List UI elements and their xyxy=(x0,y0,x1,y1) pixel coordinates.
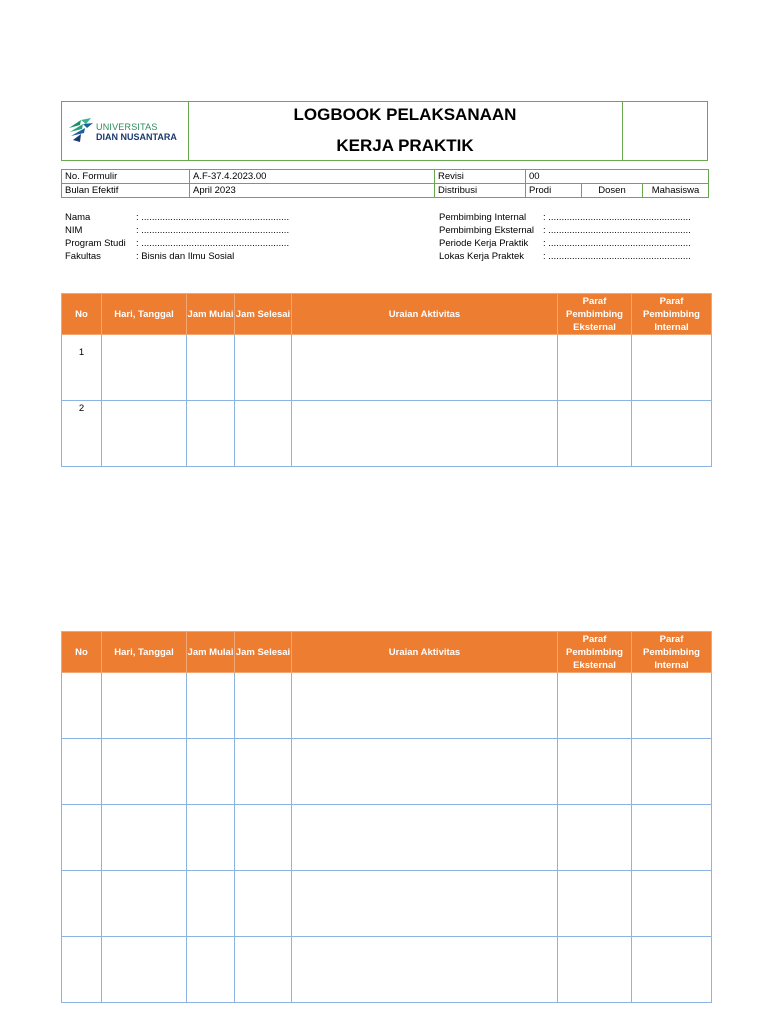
identity-field-fakultas xyxy=(65,250,289,263)
title-cell xyxy=(188,102,623,160)
cell-paraf-eksternal[interactable] xyxy=(558,401,632,467)
log-table-header xyxy=(62,632,712,673)
cell-jam-mulai[interactable] xyxy=(187,739,235,805)
field-value: : ........................................................ xyxy=(136,238,290,249)
col-jam-selesai: Jam Selesai xyxy=(235,632,292,673)
col-no: No xyxy=(62,632,102,673)
revisi-value: 00 xyxy=(526,170,709,184)
table-row xyxy=(62,401,712,467)
distribusi-dosen: Dosen xyxy=(582,184,643,198)
bulan-value: April 2023 xyxy=(190,184,435,198)
cell-jam-mulai[interactable] xyxy=(187,673,235,739)
log-table-2 xyxy=(61,631,712,1003)
cell-paraf-internal[interactable] xyxy=(632,335,712,401)
identity-field-nama xyxy=(65,211,289,224)
col-no: No xyxy=(62,294,102,335)
row-number: 1 xyxy=(62,335,102,401)
col-paraf-eksternal: Paraf Pembimbing Eksternal xyxy=(558,632,632,673)
field-label: NIM xyxy=(65,225,83,236)
logo-cell xyxy=(62,102,189,160)
blank-cell xyxy=(622,102,707,160)
cell-jam-selesai[interactable] xyxy=(235,871,292,937)
col-jam-mulai: Jam Mulai xyxy=(187,632,235,673)
document-header xyxy=(61,101,708,161)
table-row xyxy=(62,805,712,871)
field-value: : ...................................................... xyxy=(543,238,691,249)
cell-paraf-internal[interactable] xyxy=(632,739,712,805)
identity-left xyxy=(65,211,289,263)
cell-jam-selesai[interactable] xyxy=(235,335,292,401)
identity-field-periode xyxy=(439,237,691,250)
cell-hari-tanggal[interactable] xyxy=(102,401,187,467)
title-line-1: LOGBOOK PELAKSANAAN xyxy=(293,105,517,124)
cell-uraian[interactable] xyxy=(292,335,558,401)
form-info-table xyxy=(61,169,709,198)
field-value: : ........................................................ xyxy=(136,212,290,223)
field-label: Fakultas xyxy=(65,251,101,262)
col-paraf-internal: Paraf Pembimbing Internal xyxy=(632,632,712,673)
cell-paraf-eksternal[interactable] xyxy=(558,805,632,871)
field-label: Program Studi xyxy=(65,238,126,249)
row-number xyxy=(62,805,102,871)
cell-paraf-internal[interactable] xyxy=(632,673,712,739)
no-formulir-value: A.F-37.4.2023.00 xyxy=(190,170,435,184)
col-uraian-aktivitas: Uraian Aktivitas xyxy=(292,632,558,673)
field-label: Pembimbing Internal xyxy=(439,212,527,223)
field-value: : ........................................................ xyxy=(136,225,290,236)
cell-hari-tanggal[interactable] xyxy=(102,673,187,739)
distribusi-label: Distribusi xyxy=(435,184,526,198)
logo-line-2: DIAN NUSANTARA xyxy=(96,132,177,142)
bulan-label: Bulan Efektif xyxy=(62,184,190,198)
row-number xyxy=(62,937,102,1003)
cell-paraf-eksternal[interactable] xyxy=(558,335,632,401)
form-info-row xyxy=(62,184,709,198)
log-table-header xyxy=(62,294,712,335)
field-value: : ...................................................... xyxy=(543,251,691,262)
cell-jam-selesai[interactable] xyxy=(235,673,292,739)
cell-jam-mulai[interactable] xyxy=(187,937,235,1003)
cell-jam-mulai[interactable] xyxy=(187,335,235,401)
table-row xyxy=(62,673,712,739)
cell-paraf-internal[interactable] xyxy=(632,871,712,937)
identity-right xyxy=(439,211,691,263)
cell-hari-tanggal[interactable] xyxy=(102,937,187,1003)
field-label: Pembimbing Eksternal xyxy=(439,225,535,236)
no-formulir-label: No. Formulir xyxy=(62,170,190,184)
logo-line-1: UNIVERSITAS xyxy=(96,122,158,132)
field-label: Lokas Kerja Praktek xyxy=(439,251,525,262)
distribusi-mahasiswa: Mahasiswa xyxy=(643,184,709,198)
cell-paraf-eksternal[interactable] xyxy=(558,871,632,937)
col-hari-tanggal: Hari, Tanggal xyxy=(102,632,187,673)
cell-uraian[interactable] xyxy=(292,401,558,467)
cell-paraf-eksternal[interactable] xyxy=(558,739,632,805)
cell-paraf-internal[interactable] xyxy=(632,937,712,1003)
cell-uraian[interactable] xyxy=(292,937,558,1003)
field-value: : ...................................................... xyxy=(543,212,691,223)
table-row xyxy=(62,335,712,401)
cell-paraf-internal[interactable] xyxy=(632,805,712,871)
table-row xyxy=(62,739,712,805)
col-uraian-aktivitas: Uraian Aktivitas xyxy=(292,294,558,335)
field-value: : ...................................................... xyxy=(543,225,691,236)
university-logo-icon xyxy=(67,116,95,144)
cell-jam-mulai[interactable] xyxy=(187,871,235,937)
identity-field-pembimbing-internal xyxy=(439,211,691,224)
cell-hari-tanggal[interactable] xyxy=(102,739,187,805)
cell-jam-selesai[interactable] xyxy=(235,739,292,805)
cell-jam-selesai[interactable] xyxy=(235,401,292,467)
form-info-row xyxy=(62,170,709,184)
cell-hari-tanggal[interactable] xyxy=(102,805,187,871)
cell-uraian[interactable] xyxy=(292,805,558,871)
cell-jam-selesai[interactable] xyxy=(235,805,292,871)
revisi-label: Revisi xyxy=(435,170,526,184)
cell-paraf-internal[interactable] xyxy=(632,401,712,467)
row-number: 2 xyxy=(62,401,102,467)
field-label: Nama xyxy=(65,212,91,223)
row-number xyxy=(62,739,102,805)
col-jam-selesai: Jam Selesai xyxy=(235,294,292,335)
cell-uraian[interactable] xyxy=(292,871,558,937)
cell-uraian[interactable] xyxy=(292,739,558,805)
cell-uraian[interactable] xyxy=(292,673,558,739)
table-row xyxy=(62,937,712,1003)
log-table-1 xyxy=(61,293,712,467)
logo-wordmark xyxy=(96,122,177,142)
row-number xyxy=(62,673,102,739)
col-paraf-internal: Paraf Pembimbing Internal xyxy=(632,294,712,335)
identity-field-program-studi xyxy=(65,237,289,250)
cell-paraf-eksternal[interactable] xyxy=(558,937,632,1003)
cell-paraf-eksternal[interactable] xyxy=(558,673,632,739)
col-paraf-eksternal: Paraf Pembimbing Eksternal xyxy=(558,294,632,335)
field-value: : Bisnis dan Ilmu Sosial xyxy=(136,251,235,262)
table-row xyxy=(62,871,712,937)
field-label: Periode Kerja Praktik xyxy=(439,238,529,249)
identity-field-nim xyxy=(65,224,289,237)
cell-hari-tanggal[interactable] xyxy=(102,335,187,401)
row-number xyxy=(62,871,102,937)
identity-field-pembimbing-eksternal xyxy=(439,224,691,237)
cell-jam-mulai[interactable] xyxy=(187,401,235,467)
col-jam-mulai: Jam Mulai xyxy=(187,294,235,335)
cell-jam-selesai[interactable] xyxy=(235,937,292,1003)
distribusi-prodi: Prodi xyxy=(526,184,582,198)
cell-hari-tanggal[interactable] xyxy=(102,871,187,937)
cell-jam-mulai[interactable] xyxy=(187,805,235,871)
identity-field-lokasi xyxy=(439,250,691,263)
col-hari-tanggal: Hari, Tanggal xyxy=(102,294,187,335)
title-line-2: KERJA PRAKTIK xyxy=(336,136,474,155)
